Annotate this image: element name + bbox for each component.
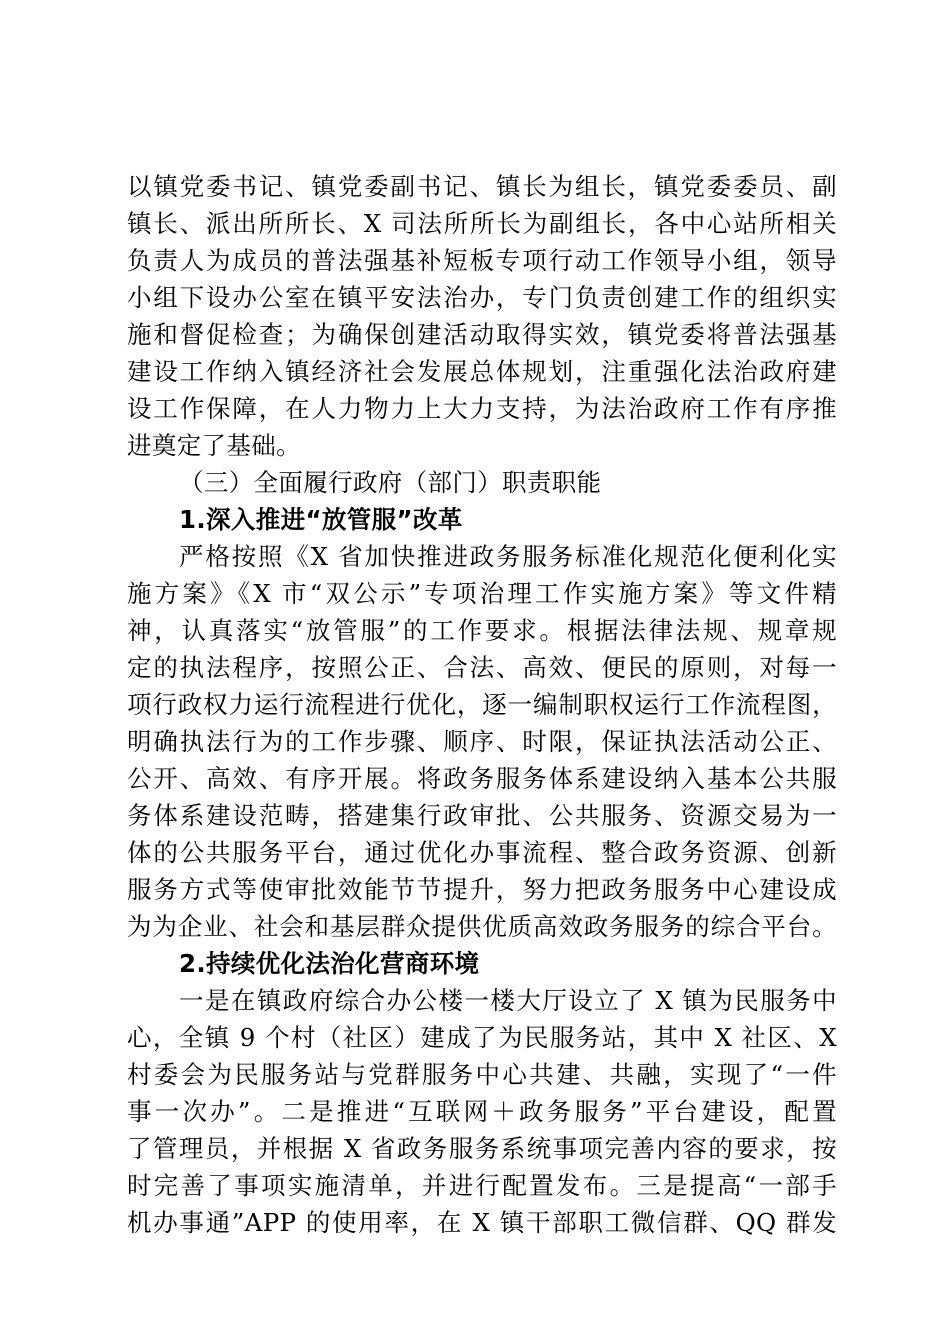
text-line: 明确执法行为的工作步骤、顺序、时限，保证执法活动公正、 — [127, 727, 837, 756]
subsection-2-paragraph — [127, 982, 837, 1241]
intro-paragraph — [127, 168, 837, 464]
text-line: 为为企业、社会和基层群众提供优质高效政务服务的综合平台。 — [127, 912, 837, 941]
text-line: 镇长、派出所所长、X 司法所所长为副组长，各中心站所相关 — [127, 209, 837, 238]
text-line: 村委会为民服务站与党群服务中心共建、共融，实现了“一件 — [127, 1060, 837, 1089]
subsection-2-title: 2.持续优化法治化营商环境 — [179, 949, 480, 978]
text-line: 进奠定了基础。 — [127, 431, 301, 460]
text-line: 机办事通”APP 的使用率，在 X 镇干部职工微信群、QQ 群发 — [127, 1208, 837, 1237]
subsection-1-title: 1.深入推进“放管服”改革 — [179, 505, 463, 534]
text-line: 严格按照《X 省加快推进政务服务标准化规范化便利化实 — [179, 542, 837, 571]
section-heading: （三）全面履行政府（部门）职责职能 — [179, 468, 602, 497]
text-line: 服务方式等使审批效能节节提升，努力把政务服务中心建设成 — [127, 875, 837, 904]
text-line: 施方案》《X 市“双公示”专项治理工作实施方案》等文件精 — [127, 579, 837, 608]
text-line: 一是在镇政府综合办公楼一楼大厅设立了 X 镇为民服务中 — [179, 986, 837, 1015]
text-line: 小组下设办公室在镇平安法治办，专门负责创建工作的组织实 — [127, 283, 837, 312]
text-line: 神，认真落实“放管服”的工作要求。根据法律法规、规章规 — [127, 616, 837, 645]
text-line: 了管理员，并根据 X 省政务服务系统事项完善内容的要求，按 — [127, 1134, 837, 1163]
document-body — [127, 168, 837, 1241]
text-line: 负责人为成员的普法强基补短板专项行动工作领导小组，领导 — [127, 246, 837, 275]
text-line: 时完善了事项实施清单，并进行配置发布。三是提高“一部手 — [127, 1171, 837, 1200]
text-line: 设工作保障，在人力物力上大力支持，为法治政府工作有序推 — [127, 394, 837, 423]
text-line: 务体系建设范畴，搭建集行政审批、公共服务、资源交易为一 — [127, 801, 837, 830]
text-line: 定的执法程序，按照公正、合法、高效、便民的原则，对每一 — [127, 653, 837, 682]
text-line: 建设工作纳入镇经济社会发展总体规划，注重强化法治政府建 — [127, 357, 837, 386]
subsection-1-paragraph — [127, 538, 837, 945]
text-line: 施和督促检查；为确保创建活动取得实效，镇党委将普法强基 — [127, 320, 837, 349]
text-line: 体的公共服务平台，通过优化办事流程、整合政务资源、创新 — [127, 838, 837, 867]
text-line: 事一次办”。二是推进“互联网＋政务服务”平台建设，配置 — [127, 1097, 837, 1126]
text-line: 心，全镇 9 个村（社区）建成了为民服务站，其中 X 社区、X — [127, 1023, 837, 1052]
text-line: 以镇党委书记、镇党委副书记、镇长为组长，镇党委委员、副 — [127, 172, 837, 201]
text-line: 公开、高效、有序开展。将政务服务体系建设纳入基本公共服 — [127, 764, 837, 793]
text-line: 项行政权力运行流程进行优化，逐一编制职权运行工作流程图， — [127, 690, 837, 719]
